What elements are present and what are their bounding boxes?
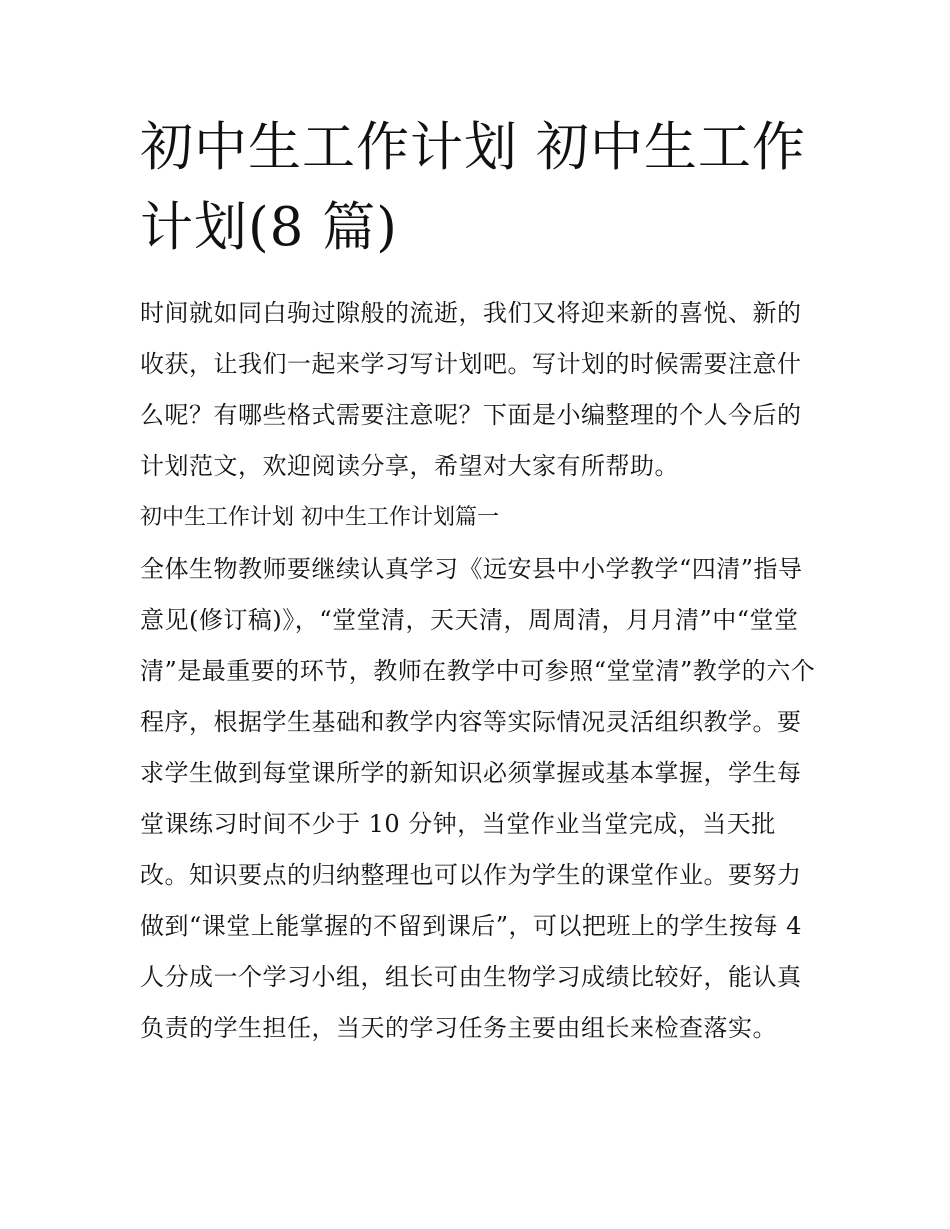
intro-paragraph: 时间就如同白驹过隙般的流逝，我们又将迎来新的喜悦、新的收获，让我们一起来学习写计划吧。写计划的时候需要注意什么呢？有哪些格式需要注意呢？下面是小编整理的个人今后的计划范文，欢迎阅读分享，希望对大家有所帮助。 bbox=[140, 299, 802, 480]
document-page bbox=[140, 108, 820, 1054]
body-paragraph: 全体生物教师要继续认真学习《远安县中小学教学“四清”指导意见(修订稿)》，“堂堂清，天天清，周周清，月月清”中“堂堂清”是最重要的环节，教师在教学中可参照“堂堂清”教学的六个程序，根据学生基础和教学内容等实际情况灵活组织教学。要求学生做到每堂课所学的新知识必须掌握或基本掌握，学生每堂课练习时间不少于 10 分钟，当堂作业当堂完成，当天批改。知识要点的归纳整理也可以作为学生的课堂作业。要努力做到“课堂上能掌握的不留到课后”，可以把班上的学生按每 4 人分成一个学习小组，组长可由生物学习成绩比较好，能认真负责的学生担任，当天的学习任务主要由组长来检查落实。 bbox=[140, 555, 816, 1042]
page-title: 初中生工作计划 初中生工作计划(8 篇) bbox=[140, 117, 806, 258]
section-heading: 初中生工作计划 初中生工作计划篇一 bbox=[140, 505, 499, 530]
